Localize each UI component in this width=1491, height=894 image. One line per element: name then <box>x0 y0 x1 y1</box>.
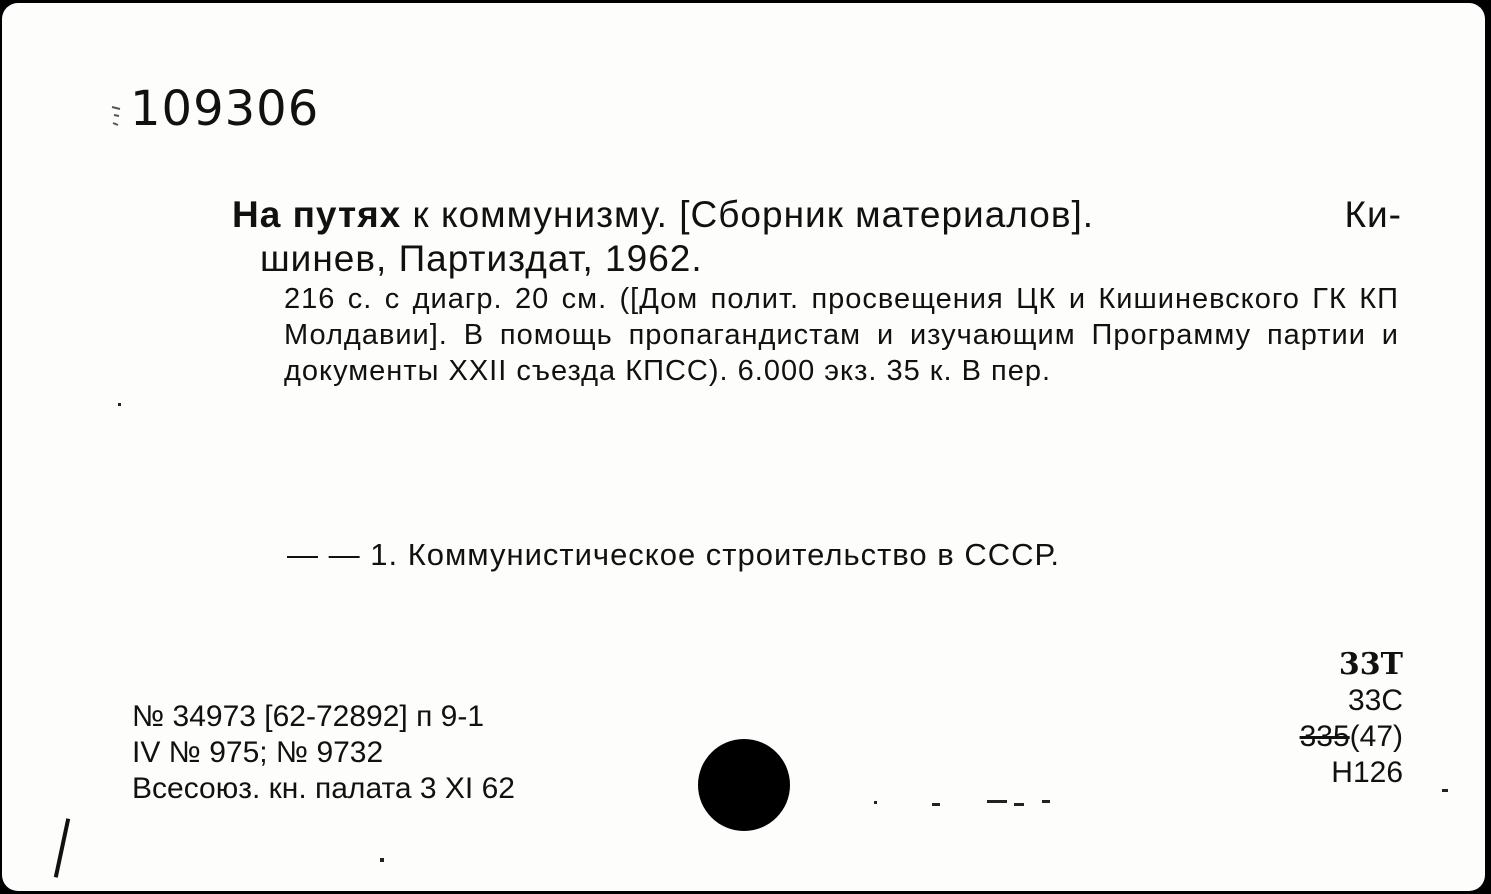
classification-line-1: 33Т <box>1338 647 1403 682</box>
subject-heading: — — 1. Коммунистическое строительство в СССР. <box>287 537 1060 572</box>
classification-line-3 <box>1300 719 1403 755</box>
ink-speck <box>987 800 1007 803</box>
ink-speck <box>874 801 877 804</box>
struck-code: 335 <box>1299 720 1350 753</box>
ink-speck <box>1042 800 1050 803</box>
registry-line-3: Всесоюз. кн. палата 3 XI 62 <box>132 772 515 805</box>
physical-description: 216 с. с диагр. 20 см. ([Дом полит. просвещения ЦК и Кишиневского ГК КП Молдавии]. В помощь пропагандистам и изучающим Программу партии и документы XXII съезда КПСС). 6.000 экз. 35 к. В пер. <box>284 283 1399 387</box>
bibliographic-entry <box>232 193 1402 389</box>
title-lead: На путях <box>232 194 402 235</box>
classification-line-2: 33С <box>1347 684 1403 717</box>
title-line2: шинев, Партиздат, 1962. <box>260 238 703 279</box>
title-place-start: Ки- <box>1344 194 1402 235</box>
registry-line-2: IV № 975; № 9732 <box>132 736 384 769</box>
registry-info <box>132 699 515 807</box>
title-rest: к коммунизму. [Сборник материалов]. <box>412 194 1095 235</box>
registry-line-1: № 34973 [62-72892] п 9-1 <box>132 700 485 733</box>
code-suffix: (47) <box>1349 720 1403 753</box>
ink-speck <box>1442 789 1448 792</box>
classification-line-4: Н126 <box>1331 756 1403 789</box>
ink-speck <box>1014 803 1024 806</box>
handwritten-inventory-number: 109306 <box>130 81 320 137</box>
ink-speck <box>932 803 940 806</box>
ink-speck <box>380 858 384 862</box>
pencil-slash-mark <box>54 818 70 878</box>
ink-speck <box>118 403 121 406</box>
title-block <box>232 193 1402 281</box>
catalog-card <box>2 3 1485 891</box>
punch-hole <box>698 739 790 831</box>
classification-codes <box>1300 647 1403 791</box>
pencil-tick-mark <box>110 103 124 133</box>
